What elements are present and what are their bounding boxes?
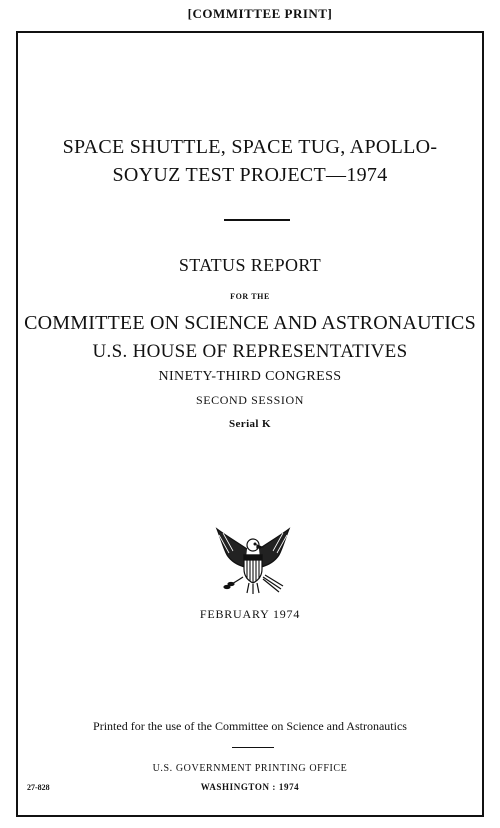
publication-date: FEBRUARY 1974 xyxy=(199,607,301,621)
serial-text: Serial K xyxy=(228,418,271,430)
committee-name: COMMITTEE ON SCIENCE AND ASTRONAUTICS xyxy=(24,312,476,334)
house-name: U.S. HOUSE OF REPRESENTATIVES xyxy=(92,341,408,362)
title-line-1: SPACE SHUTTLE, SPACE TUG, APOLLO- xyxy=(62,136,438,158)
eagle-seal-icon xyxy=(213,527,293,595)
printing-office: U.S. GOVERNMENT PRINTING OFFICE xyxy=(152,763,348,774)
congress-text: NINETY-THIRD CONGRESS xyxy=(158,369,342,384)
printing-location: WASHINGTON : 1974 xyxy=(200,782,300,792)
document-number: 27-828 xyxy=(27,783,50,792)
printed-for-text: Printed for the use of the Committee on Science and Astronautics xyxy=(93,719,407,733)
title-divider xyxy=(224,219,290,221)
title-line-2: SOYUZ TEST PROJECT—1974 xyxy=(112,164,388,186)
document-title xyxy=(0,133,500,189)
status-report-heading: STATUS REPORT xyxy=(178,255,322,275)
session-text: SECOND SESSION xyxy=(195,393,305,407)
committee-print-label: [COMMITTEE PRINT] xyxy=(187,6,333,21)
footer-divider xyxy=(232,747,274,748)
for-the-text: FOR THE xyxy=(230,292,270,301)
